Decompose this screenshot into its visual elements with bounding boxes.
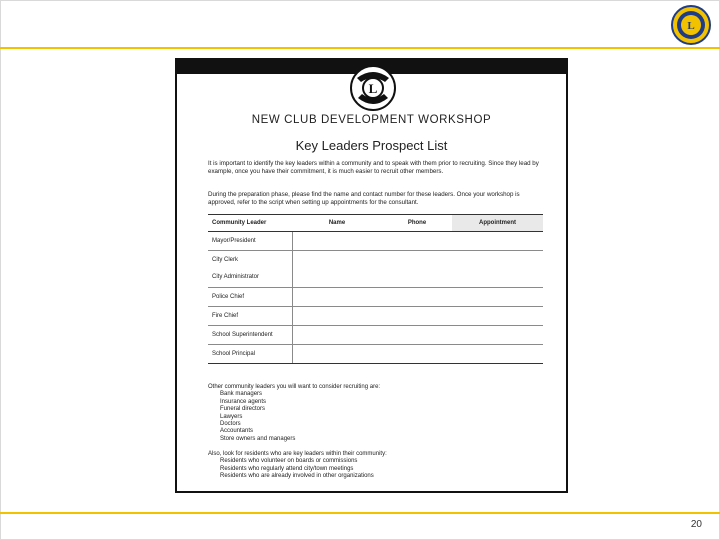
leader-role-cell: School Principal — [208, 345, 292, 364]
table-cell — [292, 345, 382, 364]
key-leaders-table — [208, 214, 543, 364]
table-header-row — [208, 215, 543, 232]
table-cell — [382, 326, 452, 345]
column-header: Community Leader — [208, 215, 292, 232]
list-item: Doctors — [220, 421, 241, 428]
list-item: Store owners and managers — [220, 435, 296, 442]
table-row — [208, 232, 543, 251]
column-header: Phone — [382, 215, 452, 232]
svg-text:L: L — [687, 20, 695, 32]
table-row — [208, 326, 543, 345]
table-cell — [452, 345, 543, 364]
table-row — [208, 345, 543, 364]
leader-role-cell: Police Chief — [208, 288, 292, 307]
table-cell — [382, 251, 452, 288]
other-leaders-intro: Other community leaders you will want to consider recruiting are: — [208, 384, 381, 390]
header-rule — [0, 47, 720, 49]
table-cell — [382, 288, 452, 307]
residents-section — [208, 451, 538, 481]
leader-role-label: City Administrator — [212, 274, 260, 280]
list-item: Accountants — [220, 428, 254, 435]
list-item: Lawyers — [220, 413, 243, 420]
table-cell — [382, 345, 452, 364]
table-row — [208, 307, 543, 326]
table-cell — [452, 251, 543, 288]
lions-emblem-icon — [349, 64, 397, 112]
table-cell — [292, 326, 382, 345]
residents-intro: Also, look for residents who are key leaders within their community: — [208, 451, 387, 457]
table-cell — [292, 288, 382, 307]
list-item: Funeral directors — [220, 406, 266, 413]
document-image — [175, 58, 568, 493]
list-item: Residents who are already involved in other organizations — [220, 473, 374, 480]
other-leaders-section — [208, 384, 538, 443]
footer-rule — [0, 512, 720, 514]
list-item: Bank managers — [220, 391, 263, 398]
column-header: Name — [292, 215, 382, 232]
leader-role-cell: Mayor/President — [208, 232, 292, 251]
document-title: NEW CLUB DEVELOPMENT WORKSHOP — [251, 114, 492, 126]
leader-role-label: City Clerk — [212, 257, 239, 263]
table-cell — [292, 251, 382, 288]
table-row — [208, 288, 543, 307]
table-row — [208, 251, 543, 288]
document-subtitle: Key Leaders Prospect List — [295, 138, 448, 153]
table-cell — [382, 307, 452, 326]
leader-role-cell: School Superintendent — [208, 326, 292, 345]
list-item: Insurance agents — [220, 398, 267, 405]
table-cell — [452, 232, 543, 251]
table-cell — [452, 307, 543, 326]
table-cell — [292, 307, 382, 326]
list-item: Residents who volunteer on boards or commissions — [220, 458, 358, 465]
preparation-paragraph: During the preparation phase, please find the name and contact number for these leaders. Once your workshop is approved, refer to the script when setting up appointments for the consultant. — [208, 191, 520, 206]
svg-text:L: L — [368, 81, 378, 96]
list-item: Residents who regularly attend city/town meetings — [220, 465, 354, 472]
leader-role-cell: Fire Chief — [208, 307, 292, 326]
leader-role-cell — [208, 251, 292, 288]
table-cell — [452, 288, 543, 307]
lions-logo-icon — [670, 4, 712, 46]
page-number: 20 — [690, 519, 702, 530]
table-cell — [292, 232, 382, 251]
table-cell — [382, 232, 452, 251]
column-header: Appointment — [452, 215, 543, 232]
intro-paragraph: It is important to identify the key leaders within a community and to speak with them prior to recruiting. Since they lead by example, once you have their commitment, it is much easier to recruit other members. — [208, 160, 539, 175]
table-cell — [452, 326, 543, 345]
